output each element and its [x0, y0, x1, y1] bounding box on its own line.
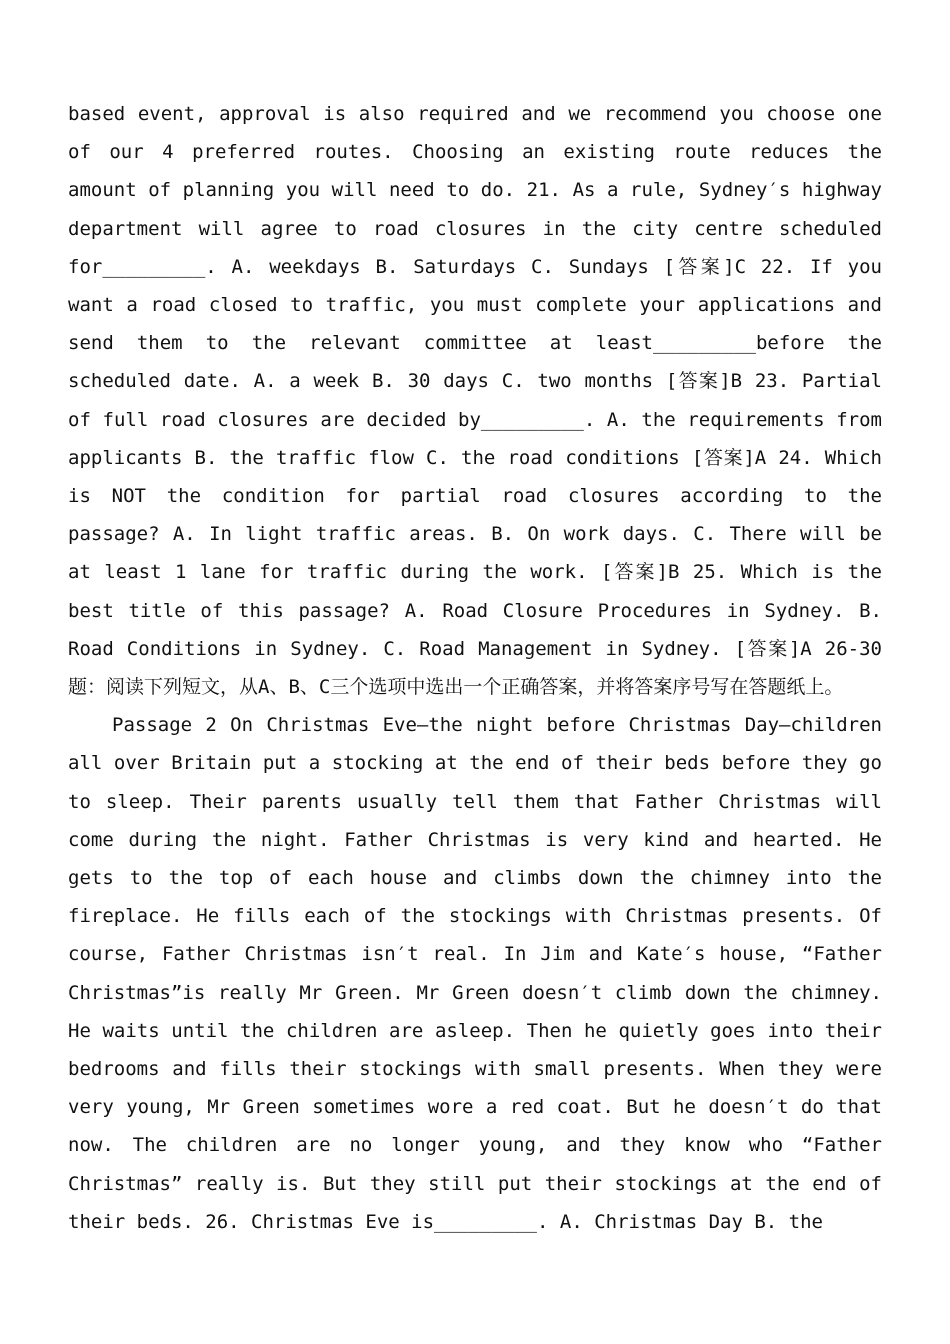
paragraph-passage-2: Passage 2 On Christmas Eve—the night before Christmas Day—children all over Britain put a stocking at the end of their beds before they go to sleep. Their parents usually tell them that Father Christmas will come during the night. Father Christmas is very kind and hearted. He gets to the top of each house and climbs down the chimney into the fireplace. He fills each of the stockings with Christmas presents. Of course, Father Christmas isn′t real. In Jim and Kate′s house, “Father Christmas”is really Mr Green. Mr Green doesn′t climb down the chimney. He waits until the children are asleep. Then he quietly goes into their bedrooms and fills their stockings with small presents. When they were very young, Mr Green sometimes wore a red coat. But he doesn′t do that now. The children are no longer young, and they know who “Father Christmas” really is. But they still put their stockings at the end of their beds. 26. Christmas Eve is_________. A. Christmas Day B. the — [68, 714, 882, 1233]
document-body — [68, 95, 882, 1241]
paragraph-passage-1-questions: based event, approval is also required and we recommend you choose one of our 4 preferred routes. Choosing an existing route reduces the amount of planning you will need to do. 21. As a rule, Sydney′s highway department will agree to road closures in the city centre scheduled for_________. A. weekdays B. Saturdays C. Sundays [答案]C 22. If you want a road closed to traffic, you must complete your applications and send them to the relevant committee at least_________before the scheduled date. A. a week B. 30 days C. two months [答案]B 23. Partial of full road closures are decided by_________. A. the requirements from applicants B. the traffic flow C. the road conditions [答案]A 24. Which is NOT the condition for partial road closures according to the passage? A. In light traffic areas. B. On work days. C. There will be at least 1 lane for traffic during the work. [答案]B 25. Which is the best title of this passage? A. Road Closure Procedures in Sydney. B. Road Conditions in Sydney. C. Road Management in Sydney. [答案]A 26-30题：阅读下列短文，从A、B、C三个选项中选出一个正确答案，并将答案序号写在答题纸上。 — [68, 103, 882, 699]
